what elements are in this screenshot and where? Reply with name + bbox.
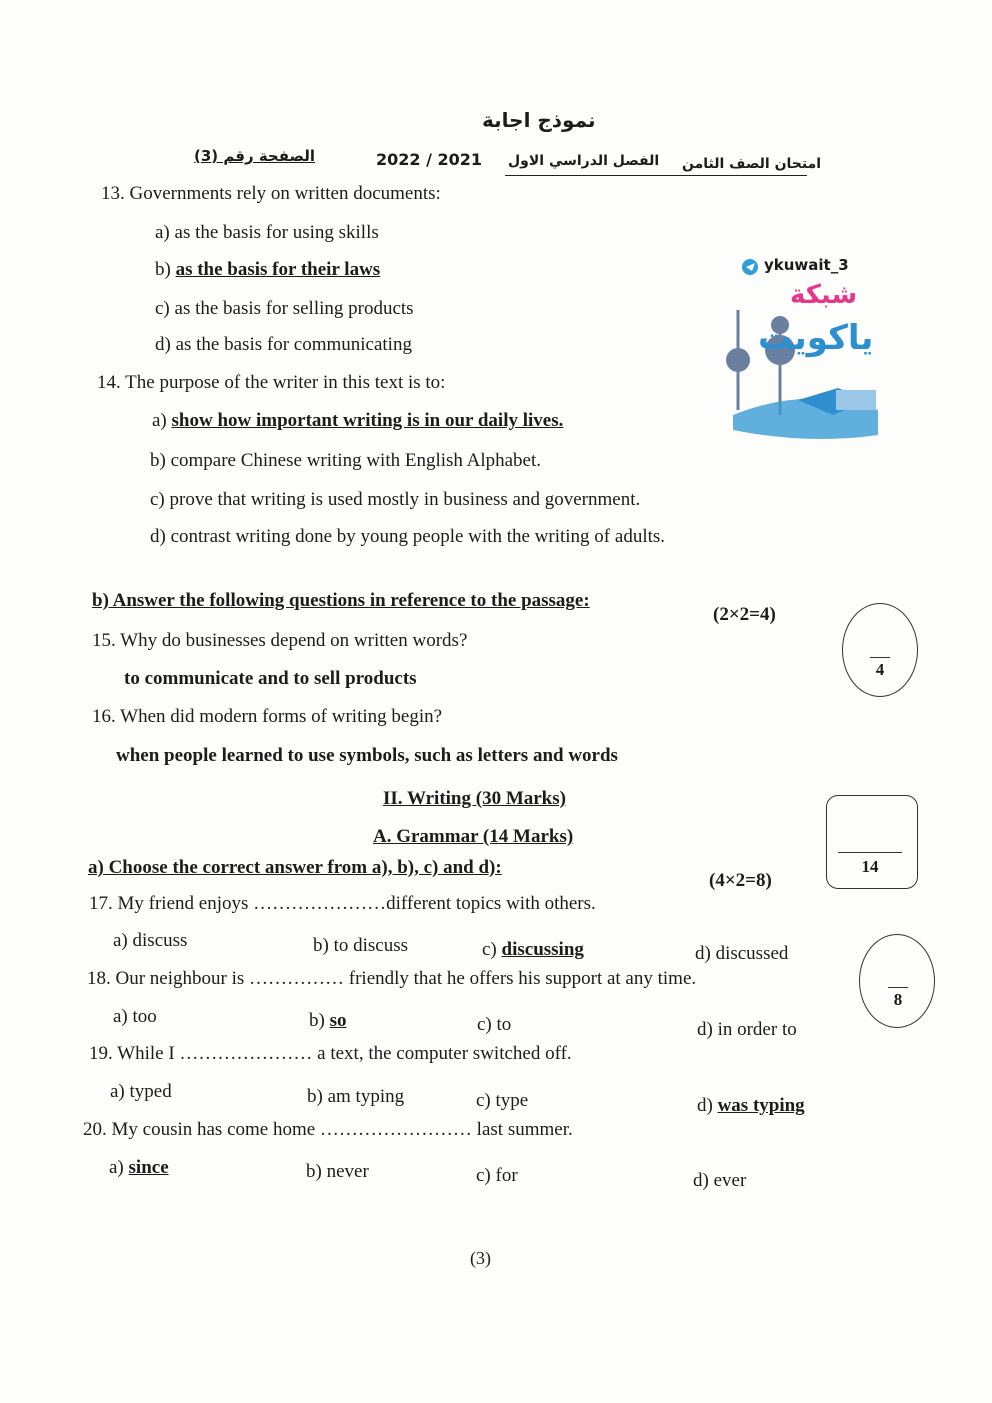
option-13a: a) as the basis for using skills — [155, 222, 379, 243]
grammar-marks: (4×2=8) — [709, 870, 772, 891]
option-13c: c) as the basis for selling products — [155, 298, 414, 319]
option-17c: c) discussing — [482, 939, 584, 960]
page-title: نموذج اجابة — [482, 108, 596, 132]
section-b-marks: (2×2=4) — [713, 604, 776, 625]
score-line-b — [870, 657, 890, 658]
option-19c: c) type — [476, 1090, 529, 1111]
option-18c: c) to — [477, 1014, 512, 1035]
question-19: 19. While I ………………… a text, the computer switched off. — [89, 1043, 572, 1064]
page-number: (3) — [470, 1248, 491, 1268]
option-18d: d) in order to — [697, 1019, 797, 1040]
option-17a: a) discuss — [113, 930, 188, 951]
correct-answer: show how important writing is in our daily lives. — [171, 410, 564, 431]
option-20a: a) since — [109, 1157, 169, 1178]
option-14d: d) contrast writing done by young people with the writing of adults. — [150, 526, 666, 547]
exam-label: امتحان الصف الثامن — [682, 156, 822, 172]
option-19b: b) am typing — [307, 1086, 405, 1107]
correct-answer: discussing — [501, 939, 584, 960]
option-13b: b) as the basis for their laws — [155, 259, 381, 280]
correct-answer: as the basis for their laws — [175, 259, 381, 280]
question-14: 14. The purpose of the writer in this text is to: — [97, 372, 446, 393]
score-circle-grammar — [859, 934, 935, 1028]
academic-year: 2022 / 2021 — [376, 150, 483, 169]
page-number-label: الصفحة رقم (3) — [194, 147, 316, 165]
score-grammar: 8 — [893, 990, 903, 1009]
score-line-grammar — [888, 987, 908, 988]
option-13d: d) as the basis for communicating — [155, 334, 412, 355]
option-18b: b) so — [309, 1010, 347, 1031]
logo-name-line1: شبكة — [790, 280, 858, 310]
logo-handle: ykuwait_3 — [764, 256, 849, 274]
correct-answer: since — [128, 1157, 169, 1178]
term-label: الفصل الدراسي الاول — [508, 153, 660, 169]
question-13: 13. Governments rely on written documents: — [101, 183, 441, 204]
option-14b: b) compare Chinese writing with English Alphabet. — [150, 450, 542, 471]
answer-15: to communicate and to sell products — [124, 668, 417, 689]
option-20c: c) for — [476, 1165, 518, 1186]
logo-name-line2: ياكويت — [758, 318, 874, 358]
question-20: 20. My cousin has come home …………………… last summer. — [83, 1119, 573, 1140]
header-divider — [505, 175, 807, 176]
option-14a: a) show how important writing is in our daily lives. — [152, 410, 564, 431]
question-16: 16. When did modern forms of writing begin? — [92, 706, 443, 727]
option-20b: b) never — [306, 1161, 369, 1182]
option-19d: d) was typing — [697, 1095, 805, 1116]
answer-16: when people learned to use symbols, such as letters and words — [116, 745, 618, 766]
score-writing: 14 — [861, 857, 879, 876]
correct-answer: so — [329, 1010, 347, 1031]
grammar-heading: A. Grammar (14 Marks) — [373, 826, 574, 847]
choose-heading: a) Choose the correct answer from a), b), c) and d): — [88, 857, 502, 878]
score-line-writing — [838, 852, 902, 853]
question-15: 15. Why do businesses depend on written words? — [92, 630, 468, 651]
option-17d: d) discussed — [695, 943, 789, 964]
option-17b: b) to discuss — [313, 935, 409, 956]
score-circle-b — [842, 603, 918, 697]
question-18: 18. Our neighbour is …………… friendly that he offers his support at any time. — [87, 968, 697, 989]
score-b: 4 — [875, 660, 885, 679]
writing-heading: II. Writing (30 Marks) — [383, 788, 566, 809]
option-19a: a) typed — [110, 1081, 172, 1102]
option-20d: d) ever — [693, 1170, 747, 1191]
option-14c: c) prove that writing is used mostly in business and government. — [150, 489, 641, 510]
option-18a: a) too — [113, 1006, 157, 1027]
section-b-heading: b) Answer the following questions in reference to the passage: — [92, 590, 590, 611]
question-17: 17. My friend enjoys …………………different topics with others. — [89, 893, 596, 914]
correct-answer: was typing — [717, 1095, 805, 1116]
